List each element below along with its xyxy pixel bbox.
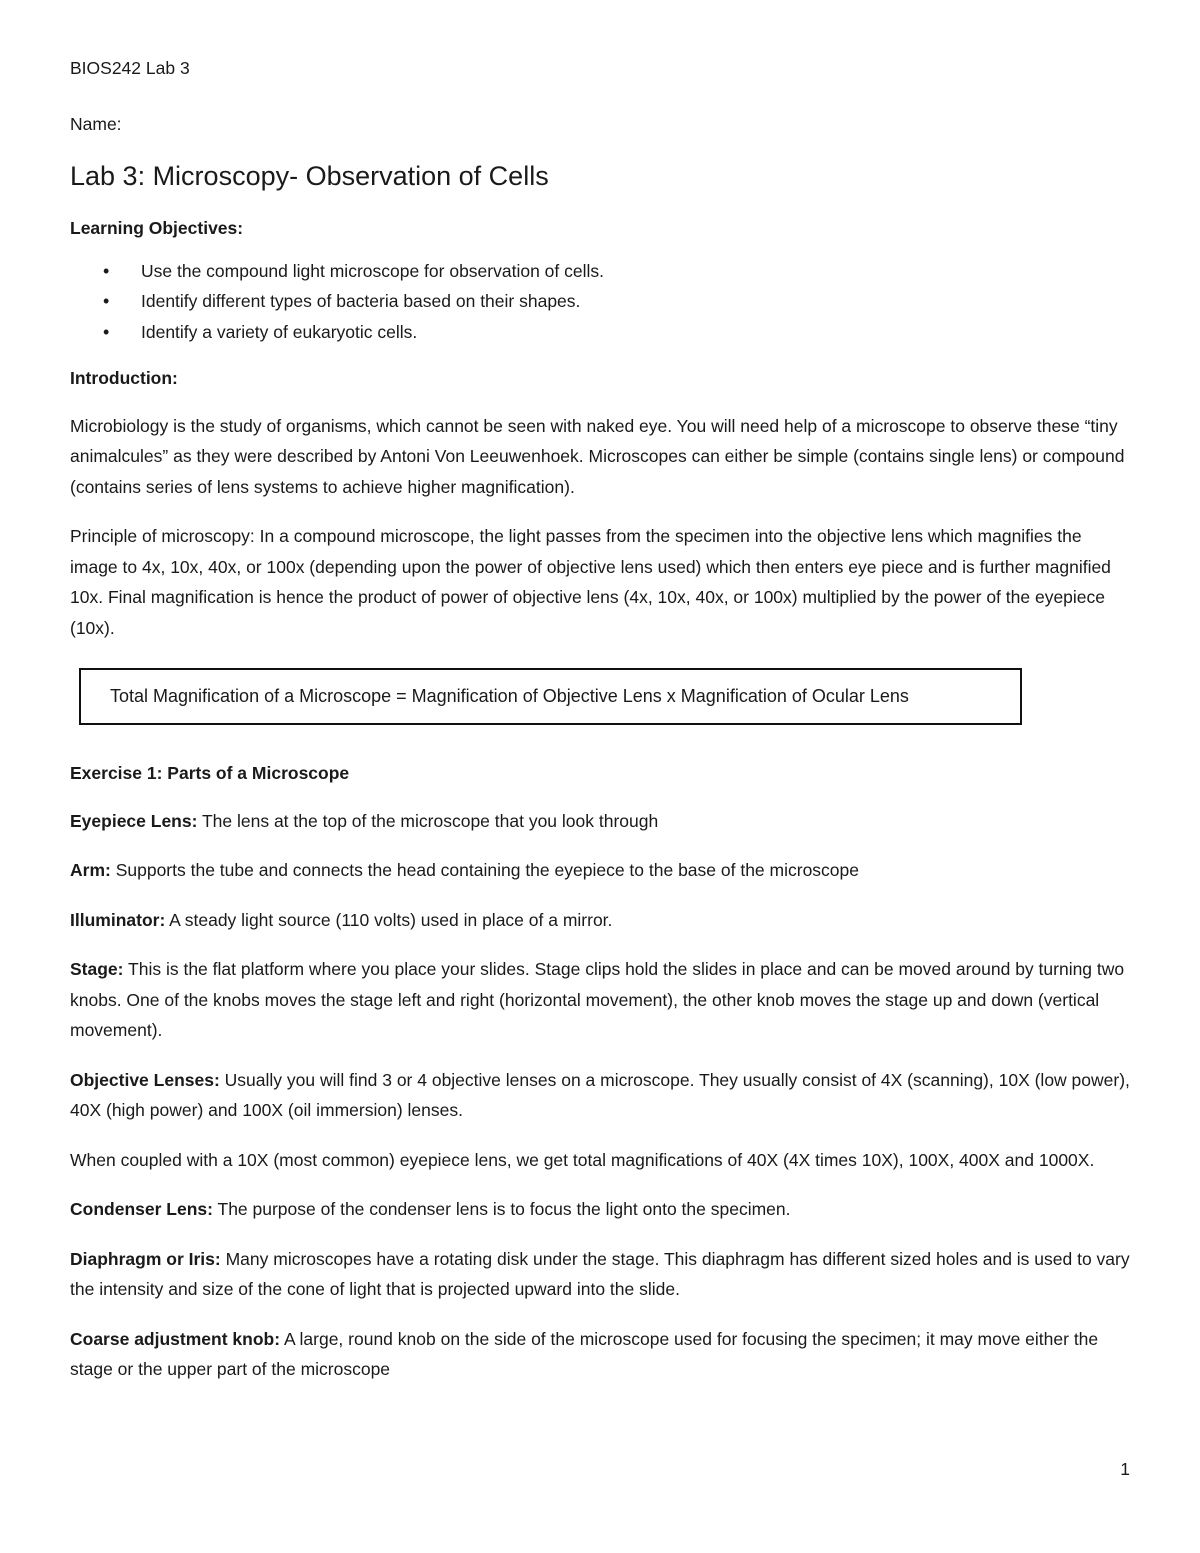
page-title: Lab 3: Microscopy- Observation of Cells: [70, 161, 549, 191]
list-item: • Identify different types of bacteria based on their shapes.: [70, 286, 1130, 317]
name-label: Name:: [70, 114, 122, 134]
part-definition: Arm: Supports the tube and connects the head containing the eyepiece to the base of the microscope: [70, 860, 859, 880]
exercise-heading: Exercise 1: Parts of a Microscope: [70, 763, 350, 783]
course-header: BIOS242 Lab 3: [70, 58, 190, 78]
introduction-heading: Introduction:: [70, 368, 178, 388]
part-definition: Diaphragm or Iris: Many microscopes have a rotating disk under the stage. This diaphragm has different sized holes and is used to vary the intensity and size of the cone of light that is projected upward into the slide.: [70, 1248, 1130, 1299]
part-definition: Condenser Lens: The purpose of the condenser lens is to focus the light onto the specimen.: [70, 1199, 791, 1219]
list-item: • Identify a variety of eukaryotic cells.: [70, 317, 1130, 348]
bullet-icon: •: [103, 260, 110, 281]
learning-objectives-heading: Learning Objectives:: [70, 218, 244, 238]
part-term: Eyepiece Lens:: [70, 810, 198, 831]
part-term: Objective Lenses:: [70, 1069, 220, 1090]
principle-paragraph: Principle of microscopy: In a compound microscope, the light passes from the specimen into the objective lens which magnifies the image to 4x, 10x, 40x, or 100x (depending upon the power of objective lens used) which then enters eye piece and is further magnified 10x. Final magnification is hence the product of power of objective lens (4x, 10x, 40x, or 100x) multiplied by the power of the eyepiece (10x).: [70, 526, 1111, 638]
part-term: Illuminator:: [70, 909, 166, 930]
introduction-paragraph: Microbiology is the study of organisms, which cannot be seen with naked eye. You will need help of a microscope to observe these “tiny animalcules” as they were described by Antoni Von Leeuwenhoek. Microscopes can either be simple (contains single lens) or compound (contains series of lens systems to achieve higher magnification).: [70, 415, 1125, 497]
part-term: Stage:: [70, 959, 124, 979]
bullet-icon: •: [103, 321, 110, 342]
formula-text: Total Magnification of a Microscope = Magnification of Objective Lens x Magnification of Ocular Lens: [110, 686, 909, 707]
list-item: • Use the compound light microscope for observation of cells.: [70, 256, 1130, 287]
part-definition: When coupled with a 10X (most common) eyepiece lens, we get total magnifications of 40X (4X times 10X), 100X, 400X and 1000X.: [70, 1149, 1095, 1170]
part-definition: Objective Lenses: Usually you will find 3 or 4 objective lenses on a microscope. They usually consist of 4X (scanning), 10X (low power), 40X (high power) and 100X (oil immersion) lenses.: [70, 1069, 1130, 1120]
page-number: 1: [1120, 1459, 1130, 1479]
part-term: Coarse adjustment knob:: [70, 1328, 281, 1349]
formula-box: [79, 668, 1022, 725]
part-definition: Illuminator: A steady light source (110 volts) used in place of a mirror.: [70, 909, 613, 930]
part-definition: Coarse adjustment knob: A large, round knob on the side of the microscope used for focusing the specimen; it may move either the stage or the upper part of the microscope: [70, 1328, 1099, 1379]
part-term: Condenser Lens:: [70, 1199, 213, 1219]
part-definition: Eyepiece Lens: The lens at the top of the microscope that you look through: [70, 810, 659, 831]
part-term: Diaphragm or Iris:: [70, 1248, 221, 1269]
part-definition: Stage: This is the flat platform where you place your slides. Stage clips hold the slides in place and can be moved around by turning two knobs. One of the knobs moves the stage left and right (horizontal movement), the other knob moves the stage up and down (vertical movement).: [70, 959, 1125, 1040]
part-term: Arm:: [70, 860, 111, 880]
objectives-list: [70, 256, 1130, 348]
bullet-icon: •: [103, 291, 110, 311]
